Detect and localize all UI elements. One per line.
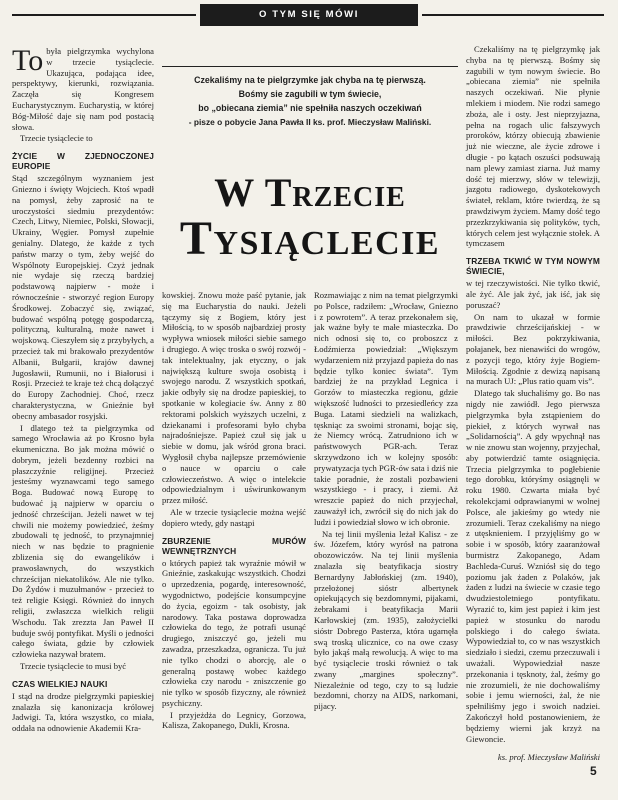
section-label: O TYM SIĘ MÓWI bbox=[200, 4, 418, 26]
drop-cap: To bbox=[12, 44, 44, 77]
author-signature: ks. prof. Mieczysław Maliński bbox=[497, 752, 600, 763]
paragraph: Rozmawiając z nim na temat pielgrzymki po Polsce, radziłem: „Wrocław, Gniezno i z powrotem”. A teraz przekonałem się, jak ważne były te małe miasteczka. Do nich odnosi się to, co proboszcz z Łodźmierza powiedział: „Większym wydarzeniem niż przyjazd papieża do nas będzie tylko koniec świata”. Tym bardziej że na przykład Legnica i Gorzów to miasteczka regionu, gdzie większość ludności to przesiedleńcy zza Buga. Latami siedzieli na walizkach, tęskniąc za swoimi stronami, bojąc się, że Niemcy wrócą. Zatrudniono ich w państwowych PGR-ach. Teraz skrzywdzono ich w kolejny sposób: prywatyzacja tych PGR-ów sata i dziś nie takie poradnie, że zostali pozbawieni wszystkiego - i pracy, i ziemi. Aż wreszcie papież do nich przyjechał, zauważył ich, zwrócił się do nich jak do ludzi i powiedział słowo w ich obronie. bbox=[314, 290, 458, 527]
title-line: W Trzecie bbox=[214, 170, 406, 215]
paragraph: Dlatego tak słuchaliśmy go. Bo nas nigdy nie zawiódł. Jego pierwsza pielgrzymka była zstąpieniem do piekieł, z których wyrwał nas „Solidarnością”. A gdy wpychnął nas w nie znowu stan wojenny, przyjechał, aby potwierdzić tamte osiągnięcia. Trzecia pielgrzymka to pogłebienie tego dorobku, któryśmy osiągnęli w roku 1980. Czwarta miała być rekolekcjami odprawianymi w wolnej Polsce, ale jakieśmy go wtedy nie zrozumieli. Teraz czekaliśmy na niego z utęsknieniem. I przyjęliśmy go w sobie i w sposób, który zaaranżował burmistrz Zakopanego, Adam Bachleda-Curuś. Wzniósł się do tego poziomu jak żaden z Polaków, jak żaden z ludzi na świecie w czasie tego dwudziestoletniego pontyfikatu. Wyrazić to, kim jest papież i kim jest papież w stosunku do narodu polskiego i do całego świata. Wypowiedział to, co w nas wszystkich siedziało i siedzi, czemu przeczuwali i uważali. Wypowiedział nasze przekonania i tęsknoty, żal, żeśmy go nie zrozumieli, że nie dochowaliśmy sobie i jemu wierności, żal, że nie spełniliśmy jego i swoich nadziei. Zakończył hołd postanowieniem, że będziemy wierni jak krzyż na Giewoncie. bbox=[466, 388, 600, 744]
paragraph: Stąd szczególnym wyznaniem jest Gniezno i święty Wojciech. Ktoś wpadł na pomysł, żeby zaprosić na te uroczystości siedmiu prezydentów: Czech, Litwy, Niemiec, Polski, Słowacji, Ukrainy, Węgier. Pomysł zupełnie genialny. Dlatego, że każde z tych państw marzy o tym, żeby wejść do Wspólnoty Europejskiej. Czyż jednak nie wydaje się rzeczą bardziej podstawową najpierw - może i równocześnie - stworzyć region Europy Środkowej. Zobaczyć się, związać, budować wspólną potęgę gospodarczą, polityczną, kulturalną, może nawet i wojskową. Cieszyłem się z przybyłych, a przecież tak mi brakowało prezydentów Albanii, Bułgarii, krajów dawnej Jugosławii, Rumunii, no i Białorusi i Rosji. Przecież te kraje też chcą dołączyć do Europy Zachodniej. Choć, rzecz charakterystyczna, w Gnieźnie był obecny ambasador rosyjski. bbox=[12, 173, 154, 421]
subheading: ZBURZENIE MURÓW WEWNĘTRZNYCH bbox=[162, 535, 306, 556]
title-line: Tysiąclecie bbox=[179, 212, 441, 265]
paragraph: w tej rzeczywistości. Nie tylko tkwić, ale żyć. Ale jak żyć, jak iść, jak się poruszać? bbox=[466, 278, 600, 310]
quote-line: bo „obiecana ziemia” nie spełniła naszych oczekiwań bbox=[198, 103, 422, 113]
paragraph: Trzecie tysiąclecie to musi być bbox=[20, 661, 127, 672]
subheading: TRZEBA TKWIĆ W TYM NOWYM ŚWIECIE, bbox=[466, 256, 600, 277]
paragraph: I przyjeżdża do Legnicy, Gorzowa, Kalisza, Zakopanego, Dukli, Krosna. bbox=[162, 709, 306, 731]
quote-line: Czekaliśmy na te pielgrzymke jak chyba na tę pierwszą. bbox=[194, 75, 426, 85]
pull-quote bbox=[162, 66, 458, 169]
quote-line: - pisze o pobycie Jana Pawła II ks. prof. Mieczysław Maliński. bbox=[188, 117, 432, 127]
article-column-1 bbox=[12, 46, 154, 754]
header-rule-left bbox=[12, 14, 196, 16]
article-column-4 bbox=[466, 44, 600, 763]
article-column-2 bbox=[162, 290, 306, 754]
paragraph: Trzecie tysiąclecie to bbox=[20, 133, 93, 144]
page-number: 5 bbox=[590, 764, 597, 778]
paragraph: kowskiej. Znowu może paść pytanie, jak się ma Eucharystia do nauki. Jeżeli tączymy się z Bogiem, który jest Miłością, to w sposób najbardziej prosty wypływa wniosek miłości siebie samego i drugiego. A więc troska o swój rozwój - tak intelektualny, jak etyczny, o jak największą kulture swoja osobistą i swojego narodu. Z wszystkich spotkań, jakie odbyły się na drodze papieskiej, to spotkanie w kolegiacie św. Anny z 80 rektorami polskich wyższych uczelni, z dziekanami i profesorami było chyba najradośniejsze. Papież czuł się jak u siebie w domu, jak wśród grona braci. Wygłosił chyba najlepsze przemówienie o nauce w oparciu o całe człowieczeństwo. A więc o intelekcie odpowiedzialnym i uświrunkowanym przez miłość. bbox=[162, 290, 306, 506]
paragraph: Czekaliśmy na tę pielgrzymkę jak chyba na tę pierwszą. Bośmy się zagubili w tym nowym świecie. Bo „obiecana ziemia” nie spełniła naszych oczekiwań. Nie płynie mlekiem i miodem. Nie rodzi samego zboża, ale i osty. Jest nieprzyjazna, pełna na rogach ulic fałszywych proroków, którzy obiecują zbawienie już nie wieczne, ale życie zdrowe i długie - po kątach oszuści podsuwają nam plewy zamiast ziarna. Już mamy dość tej mierzwy, słów w telewizji, jazgotu radiowego, dyskotekowych świateł, reklam, które twierdzą, że są prawdziwym życiem. Mamy dość tego przezkrzykiwania się polityków, tych, których celem jest wyłącznie stołek. A tymczasem bbox=[466, 44, 600, 249]
paragraph: Na tej linii myślenia leżał Kalisz - ze św. Józefem, który wyrósł na patrona obozowiczów. Na tej linii myślenia znalazła się beatyfikacja siostry Bernardyny Jabłońskiej (zm. 1940), przełożonej sióstr albertynek opiekujących się bezdomnymi, pijakami, żebrakami i beatyfikacja Marii Karłowskiej (zm. 1935), założycielki sióstr Dobrego Pasterza, która ugarnęła swą troską ulicznice, co na owe czasy było jakąś małą rewolucją. A więc to ma być tysiąclecie troski również o tak zwany „margines społeczny”. Niezależnie od tego, czy to są ludzie bezdomni, chorzy na AIDS, narkomani, pijacy. bbox=[314, 528, 458, 712]
article-title bbox=[162, 172, 458, 266]
paragraph: On nam to ukazał w formie prawdziwie chrześcijańskiej - w miłości. Bez pokrzykiwania, połajanek, bez nienawiści do wrogów, z pozycji tego, który żyje Bogiem-Miłością. Zgodnie z dewizą napisaną na murach UJ: „Plus ratio quam vis”. bbox=[466, 311, 600, 387]
lead-paragraph: To była pielgrzymka wychylona w trzecie tysiąclecie. Ukazująca, podająca idee, perspektywy, kierunki, rozwiązania. Zaczęła się Kongresem Eucharystycznym. Eucharystią, w której Bóg-Miłość daje się nam pod postacią słowa. bbox=[12, 44, 154, 132]
quote-line: Bośmy sie zagubili w tym świecie, bbox=[238, 89, 382, 99]
header-rule-right bbox=[422, 14, 604, 16]
subheading: CZAS WIELKIEJ NAUKI bbox=[12, 678, 108, 689]
paragraph: I stąd na drodze pielgrzymki papieskiej znalazła się kanonizacja królowej Jadwigi. Ta, która wszystko, co miała, oddała na odnowienie Akademii Kra- bbox=[12, 690, 154, 734]
paragraph: I dlatego też ta pielgrzymka od samego Wrocławia aż po Krosno była ekumeniczna. Bo jak można mówić o dobrym, jeżeli bezdenny rozbici na płaszczyźnie religijnej. Przecież jesteśmy wyznawcami tego samego Boga. Budować nową Europę to budować ją najpierw w oparciu o jedność chrześcijan. Jeżeli nawet w tej chwili nie możemy powiedzieć, żeśmy zbudowali tę jedność, to przynajmniej niech w nas będzie to pragnienie zblizenia się do ewangelików i prawosławnych, do wszystkich chrześcijan niekatolików. Ale nie tylko. Do Żydów i muzułmanów - przecież to też religie Księgi. Również do innych religii, zwłaszcza wielkich religii Wschodu. Tak zrezzta Jan Paweł II buduje swój pontyfikat. Myśli o jedności całego świata, gdzie by człowiek człowieka nazywał bratem. bbox=[12, 422, 154, 660]
article-column-3 bbox=[314, 290, 458, 754]
section-header bbox=[0, 0, 618, 30]
paragraph: o których papież tak wyraźnie mówił w Gnieźnie, zaskakując wszystkich. Chodzi o uprzedzenia, pogardę, interesowność, wygodnictwo, podejście konsumpcyjne do życia, egoizm - tak osobisty, jak narodowy. Taka postawa doprowadza człowieka do tego, że potrafi usunąć drugiego, zniszczyć go, jeżeli mu zawadza, przeszkadza, ogranicza. Tu już nie tylko chodzi o aborcję, ale o generalną postawę wobec każdego człowieka czy narodu - zniszczenie go nie tylko w sposób fizyczny, ale również psychiczny. bbox=[162, 557, 306, 708]
subheading: ŻYCIE W ZJEDNOCZONEJ EUROPIE bbox=[12, 151, 154, 172]
paragraph: Ale w trzecie tysiąclecie można wejść dopiero wtedy, gdy nastąpi bbox=[162, 506, 306, 528]
